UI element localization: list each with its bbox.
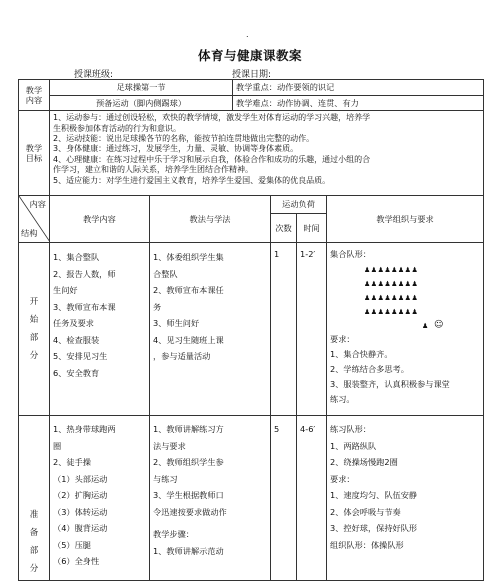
header-load: 运动负荷 — [271, 196, 327, 214]
start-content: 1、集合整队 2、报告人数，师 生问好 3、教师宣布本课 任务及要求 4、检查服装 5、安排见习生 6、安全教育 — [50, 243, 150, 416]
class-label: 授课班级: — [74, 70, 114, 80]
start-part-row — [19, 243, 484, 416]
diag-bottom-label: 结构 — [21, 227, 38, 238]
page-title: 体育与健康课教案 — [197, 48, 302, 63]
start-duration: 1-2′ — [297, 243, 327, 416]
prep-method: 1、教师讲解练习方 法与要求 2、教师组织学生参 与练习 3、学生根据教师口 令迅速按要求做动作 教学步骤： 1、教师讲解示范动 — [150, 416, 271, 581]
header-organization: 教学组织与要求 — [327, 196, 484, 243]
header-dot: . — [246, 30, 249, 39]
content-subtitle: 预备运动（脚内侧踢球） — [50, 95, 233, 111]
content-row — [19, 80, 484, 96]
formation-row-4: ♟♟♟♟♟♟♟♟ — [364, 307, 419, 316]
content-title: 足球操第一节 — [50, 80, 233, 96]
prep-content: 1、热身带球跑两 圈 2、徒手操 （1）头部运动 （2）扩胸运动 （3）体转运动 （4）腹背运动 （5）压腿 （6）全身性 — [50, 416, 150, 581]
start-method: 1、体委组织学生集 合整队 2、教师宣布本课任 务 3、师生问好 4、见习生随班上课 ，参与适量活动 — [150, 243, 271, 416]
start-times: 1 — [271, 243, 297, 416]
prep-part-row — [19, 416, 484, 581]
objectives-text: 1、运动参与：通过创设轻松，欢快的教学情境，激发学生对体育运动的学习兴趣，培养学 生积极参加体育活动的行为和意识。 2、运动技能：说出足球操各节的名称，能按节拍连贯地做出完整的动作。 3、身体健康：通过练习，发展学生，力量、灵敏、协调等身体素质。 4、心理健康：在练习过程中乐于学习和展示自我，体验合作和成功的乐趣，通过小组的合 作学习，建立和谐的人际关系，培养学生团结合作精神。 5、适应能力：对学生进行爱国主义教育，培养学生爱国、爱集体的优良品质。 — [50, 111, 484, 196]
prep-organization: 练习队形： 1、两路纵队 2、绕操场慢跑2圈 要求： 1、速度均匀、队伍安静 2、体会呼吸与节奏 3、控好球，保持好队形 组织队形：体操队形 — [327, 416, 484, 581]
header-teaching-content: 教学内容 — [50, 196, 150, 243]
diag-top-label: 内容 — [29, 199, 46, 210]
objectives-label-cell: 教学 目标 — [19, 111, 50, 196]
header-times: 次数 — [271, 214, 297, 243]
objectives-row — [19, 111, 484, 196]
formation-row-3: ♟♟♟♟♟♟♟♟ — [364, 293, 419, 302]
content-label-cell: 教学 内容 — [19, 80, 50, 111]
date-label: 授课日期: — [232, 70, 272, 80]
smile-icon: ☺ — [434, 319, 444, 330]
formation-row-1: ♟♟♟♟♟♟♟♟ — [364, 265, 419, 274]
formation-diagram — [330, 260, 480, 332]
header-time: 时间 — [297, 214, 327, 243]
column-header-row — [19, 196, 484, 214]
content-row-2 — [19, 95, 484, 111]
start-requirements: 要求： 1、集合快静齐。 2、学练结合多思考。 3、服装整齐，认真积极参与课堂 练习。 — [330, 333, 450, 404]
prep-times: 5 — [271, 416, 297, 581]
prep-part-label: 准 备 部 分 — [19, 416, 50, 581]
prep-duration: 4-6′ — [297, 416, 327, 581]
teacher-icon: ♟ — [422, 321, 429, 330]
start-part-label: 开 始 部 分 — [19, 243, 50, 416]
formation-row-2: ♟♟♟♟♟♟♟♟ — [364, 279, 419, 288]
diagonal-header-cell — [19, 196, 50, 243]
formation-title: 集合队形： — [330, 249, 371, 260]
header-method: 教法与学法 — [150, 196, 271, 243]
difficulty: 教学难点：动作协调、连贯、有力 — [233, 95, 484, 111]
start-organization — [327, 243, 484, 416]
key-point: 教学重点：动作要领的识记 — [233, 80, 484, 96]
lesson-plan-table — [18, 79, 484, 581]
